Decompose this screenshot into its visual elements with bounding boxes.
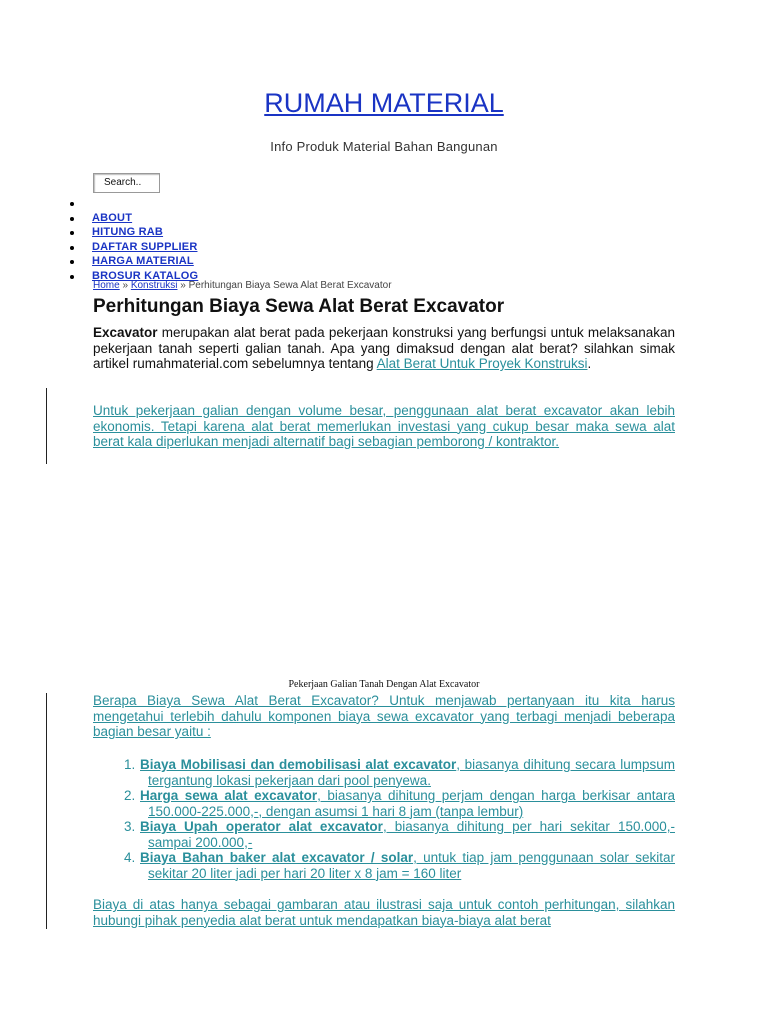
list-item[interactable] [124,819,675,850]
intro-text: merupakan alat berat pada pekerjaan konstruksi yang berfungsi untuk melaksanakan pekerjaan tanah seperti galian tanah. Apa yang dimaksud dengan alat berat? silahkan simak artikel rumahmaterial.com sebelumnya tentang [93,325,675,371]
margin-bar [46,388,47,464]
breadcrumb-home-link[interactable]: Home [93,280,120,291]
margin-bar [46,693,47,929]
paragraph-question[interactable]: Berapa Biaya Sewa Alat Berat Excavator? Untuk menjawab pertanyaan itu kita harus mengetahui terlebih dahulu komponen biaya sewa excavator yang terbagi menjadi beberapa bagian besar yaitu : [93,693,675,739]
breadcrumb-category-link[interactable]: Konstruksi [130,280,178,291]
image-caption: Pekerjaan Galian Tanah Dengan Alat Excavator [288,679,480,690]
list-number: 2. [124,788,136,803]
nav-link-brosur-katalog[interactable]: BROSUR KATALOG [92,269,199,282]
bullet-icon [70,217,74,221]
list-item-bold: Biaya Mobilisasi dan demobilisasi alat excavator [140,757,457,772]
breadcrumb-separator: » [119,280,131,291]
list-item-bold: Harga sewa alat excavator [140,788,318,803]
nav-link-hitung-rab[interactable]: HITUNG RAB [92,226,164,238]
paragraph-closing[interactable]: Biaya di atas hanya sebagai gambaran atau ilustrasi saja untuk contoh perhitungan, silahkan hubungi pihak penyedia alat berat untuk mendapatkan biaya-biaya alat berat [93,897,675,928]
search-input[interactable]: Search.. [93,173,160,193]
nav-link-harga-material[interactable]: HARGA MATERIAL [92,255,194,267]
list-item-bold: Biaya Upah operator alat excavator [140,819,383,834]
alat-berat-link[interactable]: Alat Berat Untuk Proyek Konstruksi [376,356,588,371]
bullet-icon [70,246,74,250]
cost-components-list [124,757,675,881]
site-tagline: Info Produk Material Bahan Bangunan [270,139,498,154]
breadcrumb-separator: » [177,280,189,291]
list-number: 1. [124,757,136,772]
nav-link-daftar-supplier[interactable]: DAFTAR SUPPLIER [92,240,198,253]
list-item-text: , biasanya dihitung perjam dengan harga berkisar antara 150.000-225.000,-, dengan asumsi 1 hari 8 jam (tanpa lembur) [148,788,675,819]
breadcrumb-current: Perhitungan Biaya Sewa Alat Berat Excavator [188,280,392,291]
site-title-link[interactable]: RUMAH MATERIAL [264,88,504,118]
list-number: 4. [124,850,136,865]
list-number: 3. [124,819,136,834]
bullet-icon [70,202,74,206]
bullet-icon [70,260,74,264]
intro-term: Excavator [93,325,158,340]
list-item[interactable] [124,850,675,881]
list-item[interactable] [124,757,675,788]
list-item-text: , biasanya dihitung secara lumpsum tergantung lokasi pekerjaan dari pool penyewa. [148,757,675,788]
intro-paragraph [93,325,675,372]
list-item-text: , untuk tiap jam penggunaan solar sekitar sekitar 20 liter jadi per hari 20 liter x 8 jam = 160 liter [148,850,676,881]
bullet-icon [70,231,74,235]
paragraph-galian[interactable]: Untuk pekerjaan galian dengan volume besar, penggunaan alat berat excavator akan lebih ekonomis. Tetapi karena alat berat memerlukan investasi yang cukup besar maka sewa alat berat kala diperlukan menjadi alternatif bagi sebagian pemborong / kontraktor. [93,403,675,449]
article-title: Perhitungan Biaya Sewa Alat Berat Excavator [93,296,505,317]
list-item-bold: Biaya Bahan baker alat excavator / solar [140,850,414,865]
nav-link-about[interactable]: ABOUT [92,211,133,224]
bullet-icon [70,275,74,279]
intro-end: . [587,356,592,371]
breadcrumb [93,280,392,291]
list-item[interactable] [124,788,675,819]
list-item-text: , biasanya dihitung per hari sekitar 150.000,- sampai 200.000,- [148,819,675,850]
